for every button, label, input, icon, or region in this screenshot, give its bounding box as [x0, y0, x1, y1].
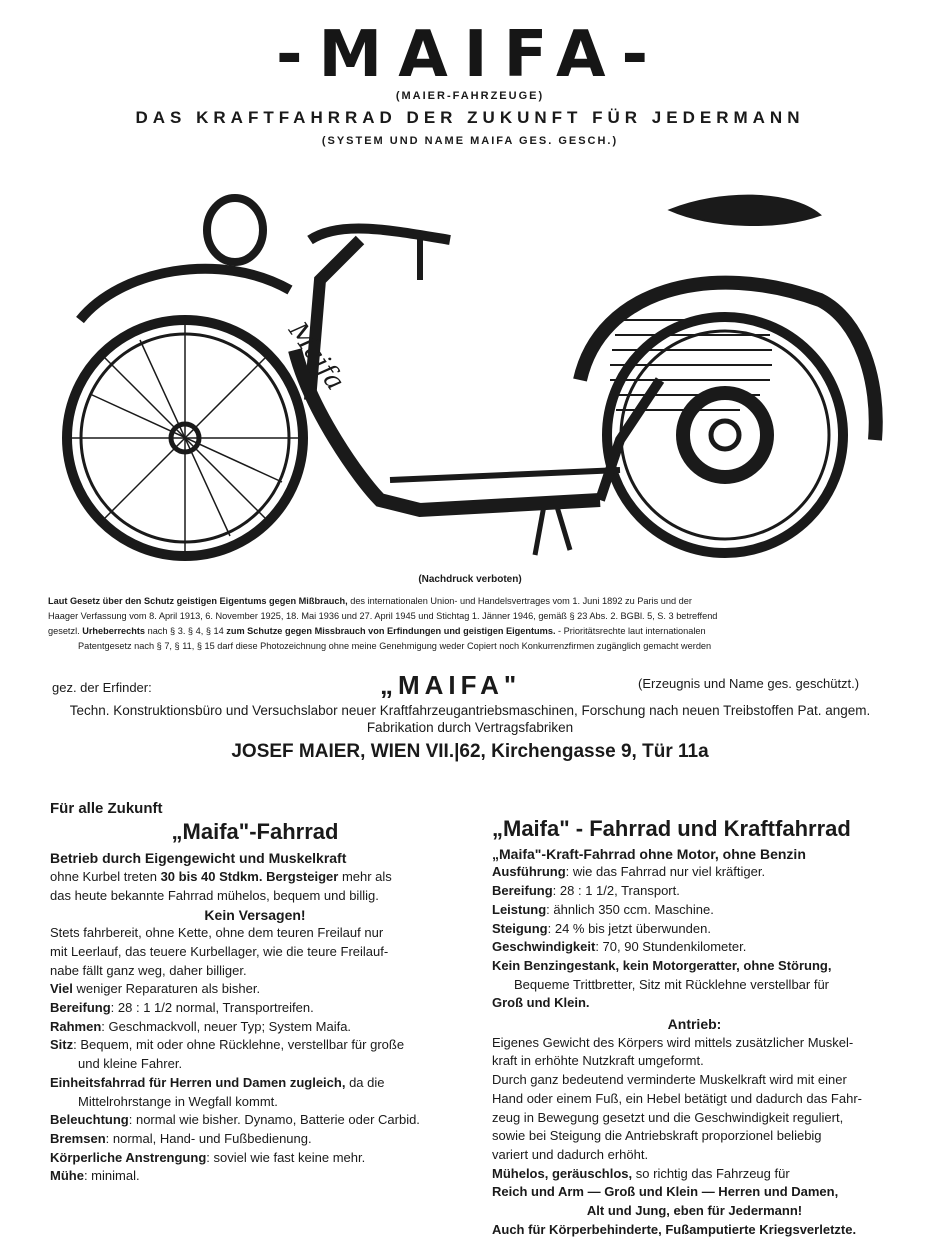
left-kein-versagen: Kein Versagen! — [204, 906, 306, 923]
l-sitz2: und kleine Fahrer. — [78, 1056, 183, 1072]
l-muehe: : minimal. — [83, 1168, 140, 1184]
subtitle-system: (SYSTEM UND NAME MAIFA GES. GESCH.) — [321, 135, 619, 147]
l-brem-b: Bremsen — [50, 1130, 106, 1146]
headlamp — [207, 198, 263, 262]
r-m1-b: Mühelos, geräuschlos, — [492, 1165, 633, 1181]
r-lei-b: Leistung — [492, 901, 547, 917]
l-ein2: Mittelrohrstange in Wegfall kommt. — [78, 1093, 278, 1109]
rear-hub — [711, 421, 739, 449]
l-rah: : Geschmackvoll, neuer Typ; System Maifa. — [101, 1018, 352, 1034]
r-a5: zeug in Bewegung gesetzt und die Geschwindigkeit reguliert, — [492, 1109, 844, 1125]
l-p1c: mehr als — [338, 869, 392, 885]
subtitle-slogan: DAS KRAFTFAHRRAD DER ZUKUNFT FÜR JEDERMANN — [135, 108, 805, 127]
right-heading: „Maifa" - Fahrrad und Kraftfahrrad — [492, 816, 851, 841]
l-bel: : normal wie bisher. Dynamo, Batterie oder Carbid. — [128, 1112, 420, 1128]
l-viel: weniger Reparaturen als bisher. — [72, 981, 261, 997]
right-antrieb-heading: Antrieb: — [667, 1016, 722, 1033]
legal-line-4: Patentgesetz nach § 7, § 11, § 15 darf diese Photozeichnung ohne meine Genehmigung weder Copiert noch Konkurrenzfirmen zugänglich gemacht werden — [78, 641, 712, 651]
l-p1a: ohne Kurbel treten — [50, 869, 161, 885]
page-title: -MAIFA- — [275, 18, 665, 92]
r-ges-b: Geschwindigkeit — [492, 939, 596, 955]
r-a6: sowie bei Steigung die Antriebskraft proporzionel beliebig — [492, 1128, 822, 1144]
l-p2a: Stets fahrbereit, ohne Kette, ohne dem teuren Freilauf nur — [50, 925, 384, 941]
saddle — [670, 196, 820, 225]
legal-notice — [48, 594, 898, 654]
l-p1d: das heute bekannte Fahrrad mühelos, bequem und billig. — [50, 887, 379, 903]
r-m3: Alt und Jung, eben für Jedermann! — [586, 1203, 803, 1219]
reprint-notice: (Nachdruck verboten) — [418, 574, 522, 585]
left-subheading: Betrieb durch Eigengewicht und Muskelkraft — [50, 850, 347, 867]
r-ges: : 70, 90 Stundenkilometer. — [595, 939, 747, 955]
l-brem: : normal, Hand- und Fußbedienung. — [105, 1130, 312, 1146]
l-sitz1: : Bequem, mit oder ohne Rücklehne, verstellbar für große — [73, 1037, 405, 1053]
l-koer: : soviel wie fast keine mehr. — [206, 1149, 366, 1165]
r-ber-b: Bereifung — [492, 883, 553, 899]
legal-line-3a: gesetzl. — [48, 626, 83, 636]
r-ber: : 28 : 1 1/2, Transport. — [552, 883, 680, 899]
legal-line-1-bold: Laut Gesetz über den Schutz geistigen Eigentums gegen Mißbrauch, — [48, 596, 348, 606]
inventor-label: gez. der Erfinder: — [52, 680, 152, 695]
l-ber: : 28 : 1 1/2 normal, Transportreifen. — [110, 1000, 314, 1016]
legal-line-1: des internationalen Union- und Handelsvertrages vom 1. Juni 1892 zu Paris und der — [347, 596, 692, 606]
l-ein-b: Einheitsfahrrad für Herren und Damen zugleich, — [50, 1074, 346, 1090]
legal-line-3d: zum Schutze gegen Missbrauch von Erfindungen und geistigen Eigentums. — [226, 626, 556, 636]
frame-logo-text: Maifa — [282, 316, 351, 396]
r-kein3: Groß und Klein. — [492, 995, 590, 1011]
r-stei: : 24 % bis jetzt überwunden. — [547, 920, 711, 936]
r-a7: variert und dadurch erhöht. — [492, 1146, 649, 1162]
company-line-1: Techn. Konstruktionsbüro und Versuchslabor neuer Kraftfahrzeugantriebsmaschinen, Forschung nach neuen Treibstoffen Pat. angem. — [69, 703, 871, 718]
l-viel-b: Viel — [50, 981, 73, 997]
l-sitz-b: Sitz — [50, 1037, 74, 1053]
r-a3: Durch ganz bedeutend verminderte Muskelkraft wird mit einer — [492, 1072, 847, 1088]
protection-note: (Erzeugnis und Name ges. geschützt.) — [638, 676, 860, 691]
subtitle-maker: (MAIER-FAHRZEUGE) — [395, 90, 545, 102]
address: JOSEF MAIER, WIEN VII.|62, Kirchengasse 9, Tür 11a — [231, 741, 709, 762]
r-a4: Hand oder einem Fuß, ein Hebel betätigt und dadurch das Fahr- — [492, 1090, 862, 1106]
company-description — [0, 702, 940, 736]
l-muehe-b: Mühe — [50, 1168, 84, 1184]
right-subheading: „Maifa"-Kraft-Fahrrad ohne Motor, ohne Benzin — [492, 845, 806, 862]
r-aus-b: Ausführung — [492, 864, 566, 880]
r-kein2: Bequeme Trittbretter, Sitz mit Rücklehne verstellbar für — [514, 976, 830, 992]
r-m4: Auch für Körperbehinderte, Fußamputierte Kriegsverletzte. — [492, 1221, 857, 1237]
r-m1: so richtig das Fahrzeug für — [632, 1165, 790, 1181]
r-lei: : ähnlich 350 ccm. Maschine. — [546, 901, 714, 917]
right-column — [492, 816, 897, 1239]
left-heading: „Maifa"-Fahrrad — [171, 818, 339, 844]
motorcycle-illustration — [60, 180, 900, 575]
l-p1b: 30 bis 40 Stdkm. Bergsteiger — [160, 869, 339, 885]
r-kein-b: Kein Benzingestank, kein Motorgeratter, ohne Störung, — [492, 957, 832, 973]
company-line-2: Fabrikation durch Vertragsfabriken — [366, 720, 574, 735]
left-pre-heading: Für alle Zukunft — [50, 800, 163, 817]
l-p2b: mit Leerlauf, das teuere Kurbellager, wie die teure Freilauf- — [50, 943, 389, 959]
rear-wheel — [607, 317, 843, 553]
r-a2: kraft in erhöhte Nutzkraft umgeformt. — [492, 1053, 704, 1069]
l-ein1: da die — [345, 1074, 385, 1090]
legal-line-3c: nach § 3. § 4, § 14 — [145, 626, 227, 636]
l-p2c: nabe fällt ganz weg, daher billiger. — [50, 962, 247, 978]
r-a1: Eigenes Gewicht des Körpers wird mittels zusätzlicher Muskel- — [492, 1034, 854, 1050]
left-column — [50, 800, 460, 1186]
legal-line-2: Haager Verfassung vom 8. April 1913, 6. November 1925, 18. Mai 1936 und 27. April 1945 und Stichtag 1. Jänner 1946, gemäß § 23 Abs. 2. BGBl. 5, S. 3 betreffend — [48, 611, 718, 621]
r-aus: : wie das Fahrrad nur viel kräftiger. — [565, 864, 766, 880]
r-stei-b: Steigung — [492, 920, 548, 936]
brand-name: „MAIFA" — [380, 670, 522, 700]
l-koer-b: Körperliche Anstrengung — [50, 1149, 207, 1165]
r-m2: Reich und Arm — Groß und Klein — Herren und Damen, — [492, 1184, 839, 1200]
l-rah-b: Rahmen — [50, 1018, 102, 1034]
l-ber-b: Bereifung — [50, 1000, 111, 1016]
legal-line-3b: Urheberrechts — [82, 626, 146, 636]
l-bel-b: Beleuchtung — [50, 1112, 129, 1128]
legal-line-3e: - Prioritätsrechte laut internationalen — [555, 626, 706, 636]
